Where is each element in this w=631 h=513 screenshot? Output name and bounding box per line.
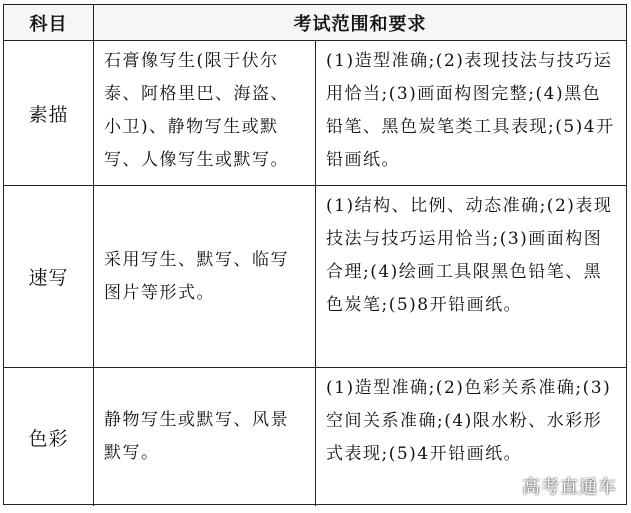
requirements-cell (316, 186, 626, 367)
requirements-text: (1)结构、比例、动态准确;(2)表现技法与技巧运用恰当;(3)画面构图合理;(4)绘画工具限黑色铅笔、黑色炭笔;(5)8开铅画纸。 (326, 196, 613, 315)
exam-requirements-table (3, 4, 627, 505)
requirements-text: (1)造型准确;(2)色彩关系准确;(3)空间关系准确;(4)限水粉、水彩形式表现;(5)4开铅画纸。 (326, 378, 612, 464)
content-cell (94, 186, 316, 367)
table-header-row (4, 5, 626, 41)
requirements-cell (316, 41, 626, 185)
requirements-text: (1)造型准确;(2)表现技法与技巧运用恰当;(3)画面构图完整;(4)黑色铅笔、黑色炭笔类工具表现;(5)4开铅画纸。 (326, 51, 615, 170)
content-text: 采用写生、默写、临写图片等形式。 (104, 249, 289, 303)
content-text: 石膏像写生(限于伏尔泰、阿格里巴、海盗、小卫)、静物写生或默写、人像写生或默写。 (104, 51, 289, 170)
table-row (4, 41, 626, 186)
subject-cell: 素描 (4, 41, 94, 185)
watermark: 高考直通车 (522, 477, 617, 498)
subject-cell: 速写 (4, 186, 94, 367)
table-row (4, 186, 626, 368)
header-subject: 科目 (4, 5, 94, 40)
content-text: 静物写生或默写、风景默写。 (104, 410, 289, 463)
content-cell (94, 41, 316, 185)
content-cell (94, 368, 316, 506)
header-scope: 考试范围和要求 (293, 13, 427, 35)
subject-cell: 色彩 (4, 368, 94, 506)
